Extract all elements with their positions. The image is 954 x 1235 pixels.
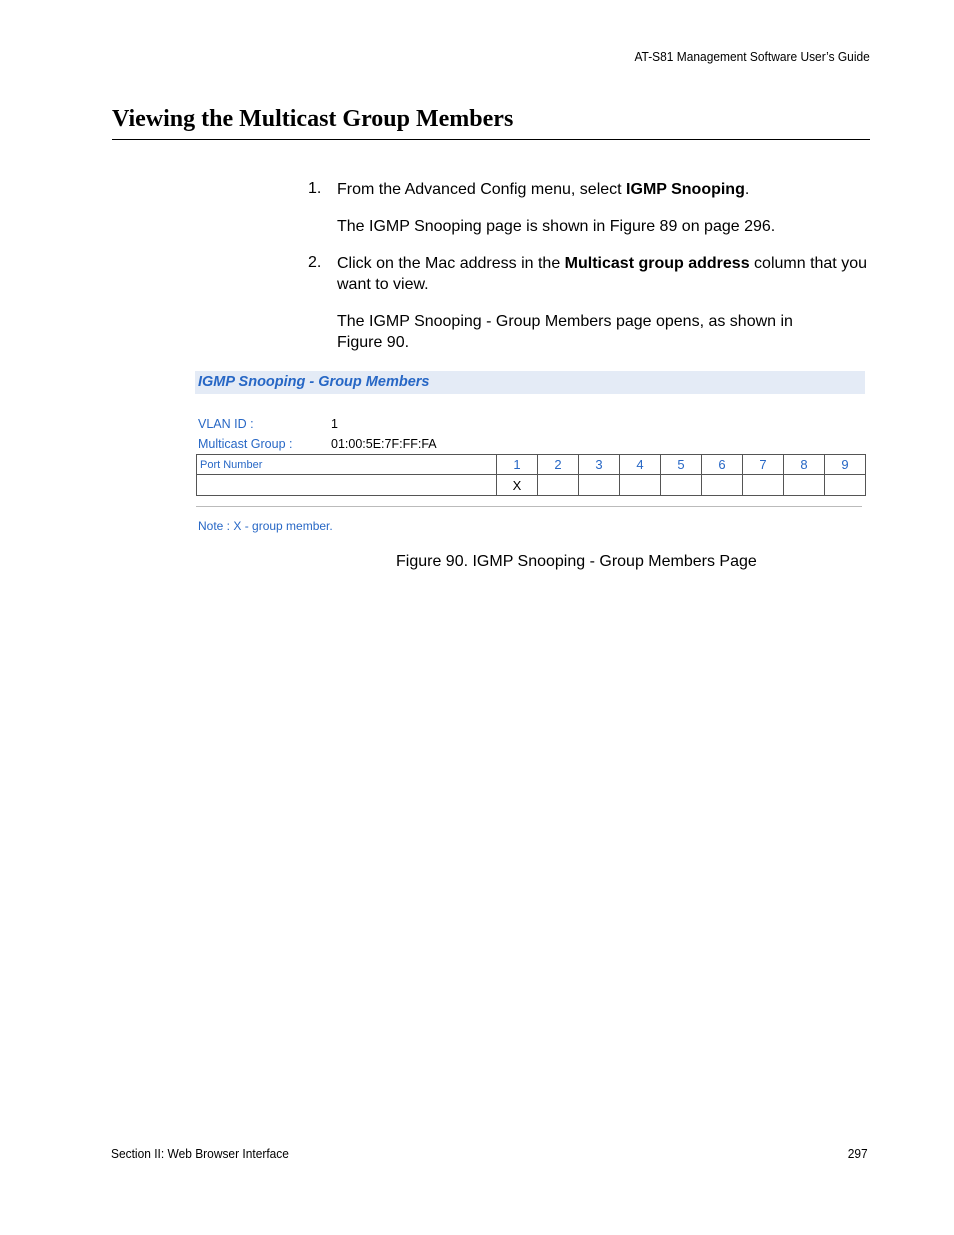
footer-page-number: 297 bbox=[848, 1146, 868, 1161]
figure-caption: Figure 90. IGMP Snooping - Group Members Page bbox=[396, 553, 757, 570]
port-header-cell: 1 bbox=[497, 455, 538, 475]
step-1-number: 1. bbox=[308, 180, 322, 197]
step-1-text-post: . bbox=[744, 181, 750, 198]
step-2-text bbox=[337, 254, 872, 295]
port-membership-table bbox=[196, 454, 866, 496]
port-header-cell: 3 bbox=[579, 455, 620, 475]
step-2-number: 2. bbox=[308, 254, 322, 271]
membership-cell bbox=[620, 475, 661, 496]
port-header-cell: 2 bbox=[538, 455, 579, 475]
section-title: Viewing the Multicast Group Members bbox=[112, 106, 514, 132]
membership-cell bbox=[743, 475, 784, 496]
membership-cell: X bbox=[497, 475, 538, 496]
membership-cell bbox=[825, 475, 866, 496]
port-header-cell: 5 bbox=[661, 455, 702, 475]
figure-banner-title: IGMP Snooping - Group Members bbox=[198, 374, 430, 390]
step-1-note: The IGMP Snooping page is shown in Figure 89 on page 296. bbox=[337, 218, 776, 235]
step-1-text bbox=[337, 180, 872, 201]
membership-cell bbox=[661, 475, 702, 496]
membership-row bbox=[197, 475, 866, 496]
step-1-text-pre: From the Advanced Config menu, select bbox=[337, 181, 627, 198]
membership-row-label bbox=[197, 475, 497, 496]
running-header: AT-S81 Management Software User’s Guide bbox=[634, 49, 870, 64]
step-2-text-pre: Click on the Mac address in the bbox=[337, 255, 565, 272]
multicast-group-value: 01:00:5E:7F:FF:FA bbox=[331, 437, 437, 451]
figure-divider bbox=[196, 506, 862, 507]
figure-note: Note : X - group member. bbox=[198, 519, 333, 533]
title-divider bbox=[112, 139, 870, 140]
multicast-group-label: Multicast Group : bbox=[198, 437, 293, 451]
port-header-row bbox=[197, 455, 866, 475]
port-header-cell: 4 bbox=[620, 455, 661, 475]
step-1-text-bold: IGMP Snooping bbox=[626, 181, 745, 198]
step-2-text-post: column that you want to view. bbox=[337, 255, 867, 293]
membership-cell bbox=[784, 475, 825, 496]
step-2-text-bold: Multicast group address bbox=[564, 255, 750, 272]
membership-cell bbox=[538, 475, 579, 496]
port-header-cell: 7 bbox=[743, 455, 784, 475]
vlan-id-label: VLAN ID : bbox=[198, 417, 254, 431]
port-header-cell: 8 bbox=[784, 455, 825, 475]
step-2-note: The IGMP Snooping - Group Members page opens, as shown in Figure 90. bbox=[337, 313, 793, 351]
port-header-cell: 6 bbox=[702, 455, 743, 475]
membership-cell bbox=[579, 475, 620, 496]
port-number-header: Port Number bbox=[197, 455, 497, 475]
port-header-cell: 9 bbox=[825, 455, 866, 475]
membership-cell bbox=[702, 475, 743, 496]
vlan-id-value: 1 bbox=[331, 417, 338, 431]
footer-section: Section II: Web Browser Interface bbox=[111, 1146, 289, 1161]
